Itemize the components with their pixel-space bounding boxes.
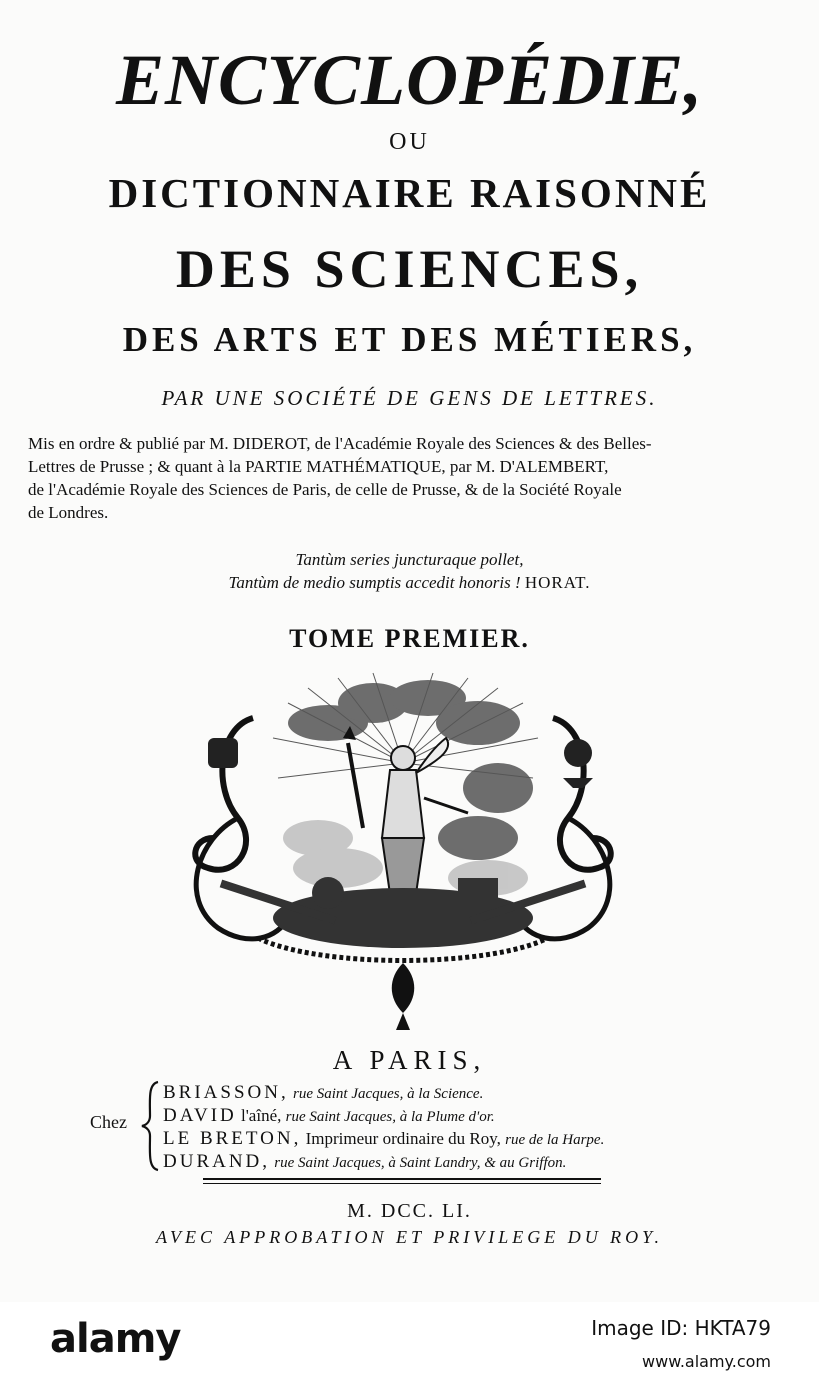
title-des-arts: DES ARTS ET DES MÉTIERS, bbox=[122, 320, 697, 359]
publisher-row bbox=[163, 1128, 604, 1151]
curly-brace-icon bbox=[140, 1080, 162, 1172]
publication-date: M. DCC. LI. bbox=[347, 1200, 472, 1222]
watermark-footer bbox=[0, 1302, 819, 1390]
title-encyclopedie: ENCYCLOPÉDIE, bbox=[115, 40, 704, 120]
double-rule-bottom bbox=[203, 1183, 601, 1184]
publisher-row bbox=[163, 1082, 604, 1105]
imprint-city: A PARIS, bbox=[332, 1045, 487, 1075]
engraved-vignette-icon bbox=[178, 668, 628, 1038]
title-dictionnaire: DICTIONNAIRE RAISONNÉ bbox=[108, 170, 711, 216]
motto-line-1: Tantùm series juncturaque pollet, bbox=[295, 550, 524, 569]
alamy-logo: alamy bbox=[50, 1316, 181, 1362]
site-url: www.alamy.com bbox=[642, 1352, 771, 1371]
publisher-name: BRIASSON, bbox=[163, 1082, 289, 1103]
tome-label: TOME PREMIER. bbox=[289, 624, 530, 653]
title-des-sciences: DES SCIENCES, bbox=[175, 239, 644, 299]
publisher-address: rue Saint Jacques, à la Science. bbox=[292, 1086, 484, 1102]
publisher-name: DURAND, bbox=[163, 1151, 271, 1172]
editors-line: Lettres de Prusse ; & quant à la PARTIE MATHÉMATIQUE, par M. D'ALEMBERT, bbox=[28, 457, 609, 476]
double-rule-top bbox=[203, 1178, 601, 1180]
motto-line-2-text: Tantùm de medio sumptis accedit honoris ! bbox=[228, 573, 521, 592]
horace-motto bbox=[0, 548, 819, 594]
motto-attribution: HORAT. bbox=[524, 573, 591, 592]
title-ou: OU bbox=[389, 129, 430, 155]
publisher-address: rue de la Harpe. bbox=[505, 1132, 605, 1148]
approbation-line: AVEC APPROBATION ET PRIVILEGE DU ROY. bbox=[155, 1227, 664, 1247]
publisher-suffix: l'aîné, bbox=[241, 1106, 282, 1125]
publisher-name: LE BRETON, bbox=[163, 1128, 302, 1149]
editors-paragraph bbox=[28, 432, 776, 524]
publisher-suffix: Imprimeur ordinaire du Roy, bbox=[305, 1129, 501, 1148]
publisher-row bbox=[163, 1105, 604, 1128]
editors-line: Mis en ordre & publié par M. DIDEROT, de l'Académie Royale des Sciences & des Belles- bbox=[28, 434, 652, 453]
title-societe: PAR UNE SOCIÉTÉ DE GENS DE LETTRES. bbox=[161, 386, 658, 410]
image-id: Image ID: HKTA79 bbox=[591, 1316, 771, 1340]
editors-line: de Londres. bbox=[28, 503, 109, 522]
editors-line: de l'Académie Royale des Sciences de Paris, de celle de Prusse, & de la Société Royale bbox=[28, 480, 622, 499]
publisher-address: rue Saint Jacques, à la Plume d'or. bbox=[285, 1109, 495, 1125]
publisher-address: rue Saint Jacques, à Saint Landry, & au Griffon. bbox=[274, 1155, 567, 1171]
motto-line-2 bbox=[0, 571, 819, 594]
publishers-list bbox=[163, 1082, 604, 1174]
publisher-row bbox=[163, 1151, 604, 1174]
publisher-name: DAVID bbox=[163, 1105, 237, 1126]
imprint-chez: Chez bbox=[90, 1112, 127, 1132]
